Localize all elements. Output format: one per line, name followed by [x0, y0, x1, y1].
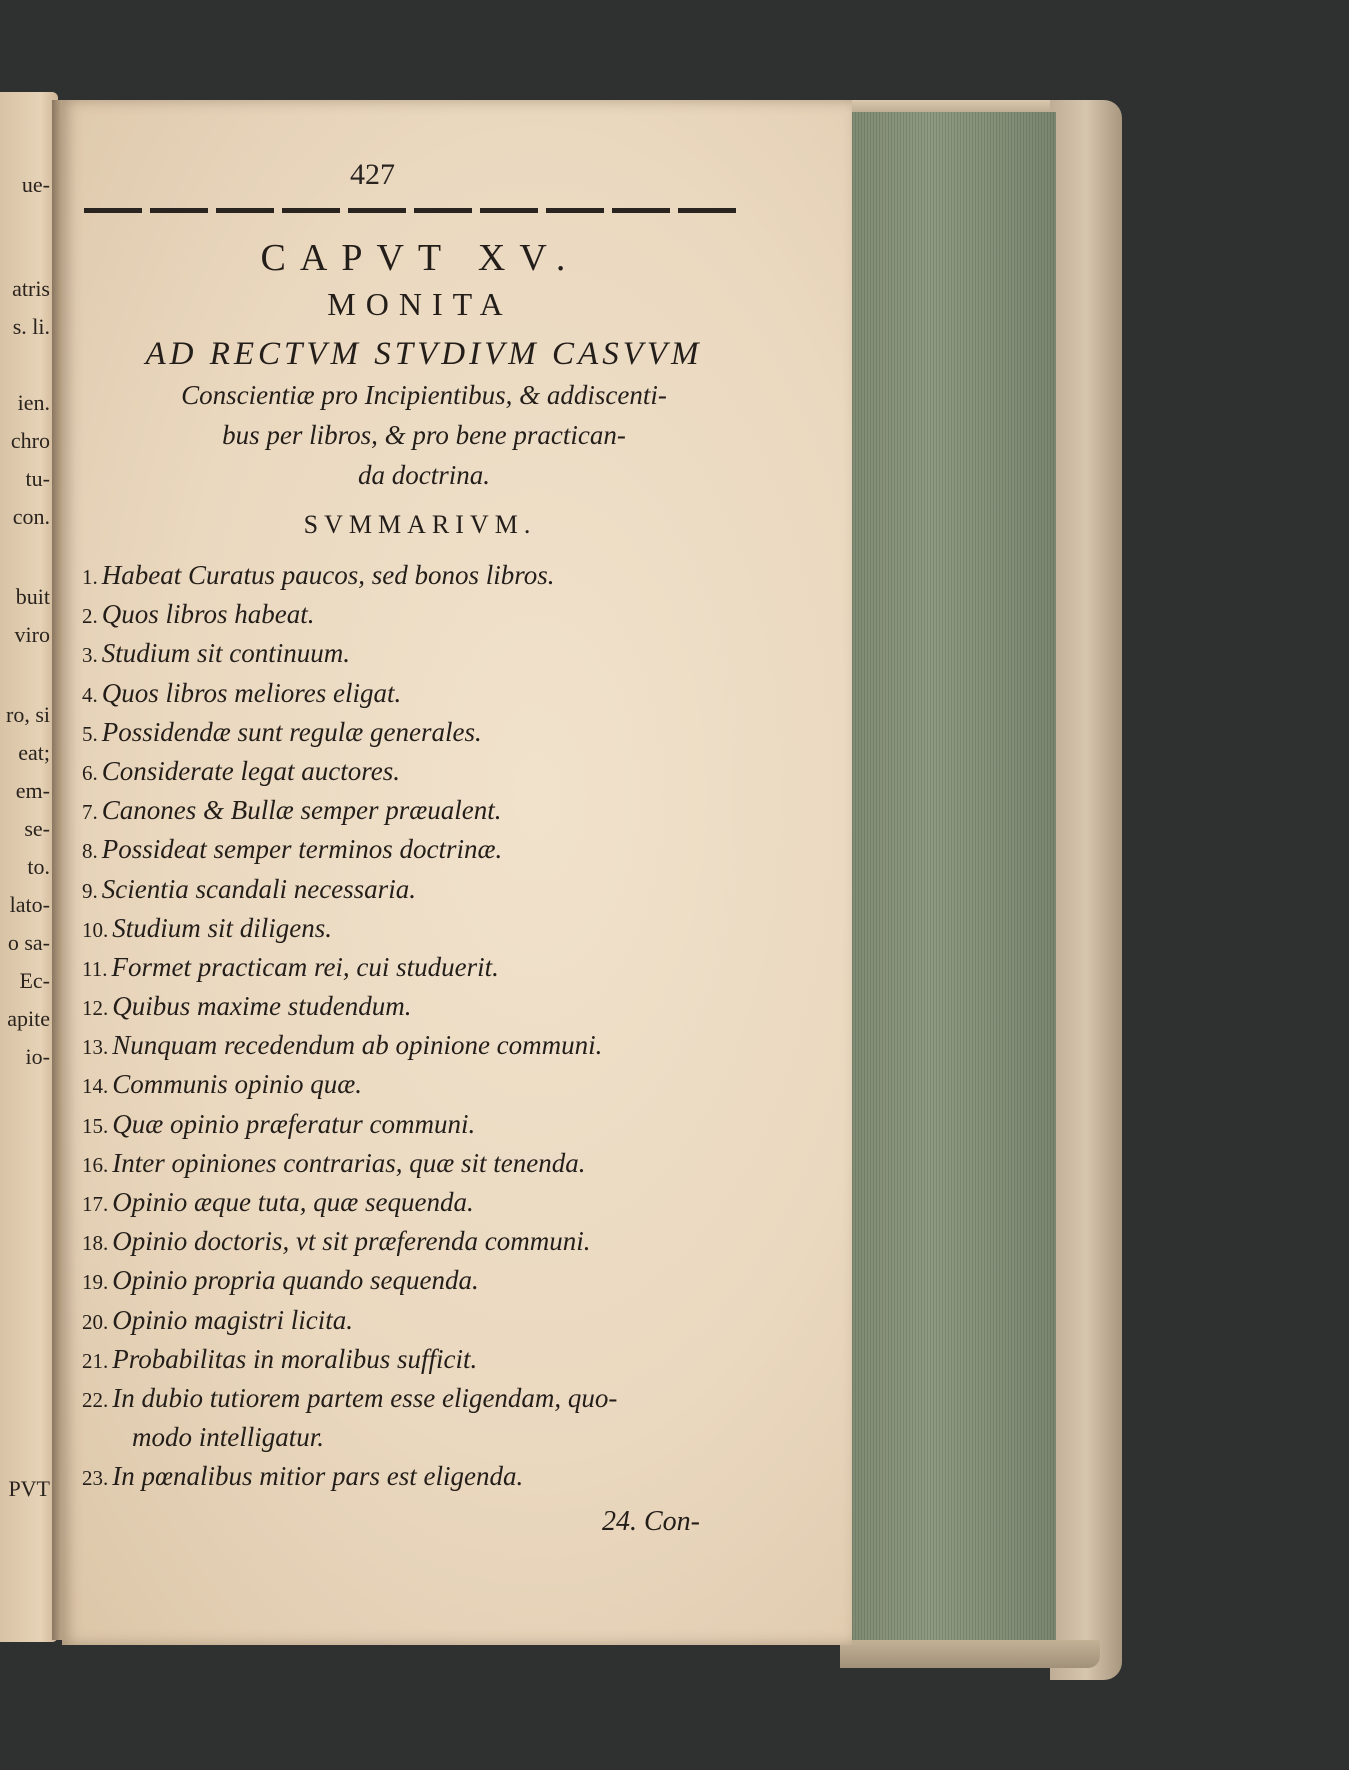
summary-item — [82, 1340, 772, 1379]
item-number: 23. — [82, 1466, 109, 1491]
item-number: 17. — [82, 1192, 109, 1216]
item-text: In dubio tutiorem partem esse eligendam, quo- — [112, 1382, 618, 1413]
item-text: Canones & Bullæ semper præualent. — [101, 795, 502, 826]
summary-item — [82, 1065, 772, 1104]
item-number: 18. — [82, 1231, 109, 1256]
page-edges — [846, 112, 1056, 1652]
item-number: 2. — [82, 604, 98, 629]
section-title: MONITA — [327, 286, 513, 322]
summary-item — [82, 791, 772, 830]
item-text: Quæ opinio præferatur communi. — [112, 1108, 476, 1139]
item-text: Opinio propria quando sequenda. — [112, 1265, 479, 1296]
item-number: 10. — [82, 917, 109, 942]
summary-item — [82, 1261, 772, 1300]
binding-cover — [1050, 100, 1122, 1680]
item-text: Quos libros meliores eligat. — [101, 677, 402, 708]
left-fragment: to. — [27, 854, 50, 879]
item-text: Communis opinio quæ. — [112, 1069, 363, 1100]
summary-item — [82, 1183, 772, 1222]
summary-item — [82, 870, 772, 909]
item-text: Possidendæ sunt regulæ generales. — [101, 716, 482, 747]
item-number: 7. — [82, 800, 98, 825]
item-number: 8. — [82, 839, 98, 864]
item-text: Quos libros habeat. — [101, 599, 315, 630]
left-fragment: o sa- — [7, 930, 50, 955]
left-fragment: se- — [24, 816, 50, 841]
summary-item — [82, 1457, 772, 1496]
left-fragment: PVT — [8, 1476, 50, 1501]
item-text: Inter opiniones contrarias, quæ sit tenenda. — [112, 1147, 586, 1178]
page-number: 427 — [350, 158, 395, 191]
summary-item — [82, 1418, 772, 1457]
item-number: 11. — [82, 956, 108, 981]
item-text: Formet practicam rei, cui studuerit. — [111, 951, 499, 982]
summary-item — [82, 595, 772, 634]
left-fragment: lato- — [9, 892, 50, 917]
left-fragment: viro — [14, 622, 50, 647]
summary-item — [82, 1222, 772, 1261]
left-fragment: atris — [12, 276, 50, 301]
summary-title: SVMMARIVM. — [303, 510, 537, 539]
item-number: 1. — [82, 565, 98, 589]
item-text: Studium sit continuum. — [101, 638, 350, 669]
summary-list — [82, 556, 772, 1497]
item-text: Scientia scandali necessaria. — [101, 873, 416, 904]
item-text: Opinio magistri licita. — [112, 1304, 354, 1335]
item-number: 12. — [82, 996, 109, 1021]
heading-line: da doctrina. — [358, 460, 490, 490]
left-fragment: con. — [12, 504, 50, 529]
item-text: Studium sit diligens. — [112, 912, 333, 943]
item-number: 13. — [82, 1035, 109, 1060]
item-number: 16. — [82, 1152, 109, 1177]
left-fragment: apite — [7, 1006, 50, 1031]
item-number: 3. — [82, 643, 98, 668]
summary-item — [82, 674, 772, 713]
left-fragment: tu- — [25, 466, 50, 491]
summary-item — [82, 752, 772, 791]
item-text: modo intelligatur. — [132, 1422, 325, 1453]
summary-item — [82, 1105, 772, 1144]
left-page-fragment — [0, 92, 58, 1642]
item-number: 21. — [82, 1348, 109, 1373]
item-text: Possideat semper terminos doctrinæ. — [101, 834, 503, 865]
summary-item — [82, 1301, 772, 1340]
summary-item — [82, 556, 772, 595]
heading-line: Conscientiæ pro Incipientibus, & addiscenti- — [181, 380, 667, 410]
item-number: 20. — [82, 1309, 109, 1334]
page-edge-bottom — [840, 1640, 1100, 1668]
left-fragment: Ec- — [19, 968, 50, 993]
summary-item — [82, 713, 772, 752]
chapter-title: CAPVT XV. — [260, 237, 580, 279]
left-fragment: ro, si — [6, 702, 50, 727]
header-rule — [84, 208, 744, 213]
heading-line: bus per libros, & pro bene practican- — [222, 420, 626, 450]
summary-item — [82, 1026, 772, 1065]
item-number: 22. — [82, 1387, 109, 1412]
catchword: 24. Con- — [602, 1506, 700, 1537]
summary-item — [82, 1144, 772, 1183]
left-fragment: ue- — [21, 172, 50, 197]
left-fragment: ien. — [17, 390, 50, 415]
item-text: Nunquam recedendum ab opinione communi. — [112, 1030, 603, 1061]
item-text: Opinio doctoris, vt sit præferenda communi. — [112, 1226, 591, 1257]
left-fragment: io- — [25, 1044, 50, 1069]
item-text: Habeat Curatus paucos, sed bonos libros. — [101, 560, 555, 590]
summary-item — [82, 830, 772, 869]
item-text: Opinio æque tuta, quæ sequenda. — [112, 1187, 474, 1217]
left-fragment: buit — [15, 584, 50, 609]
summary-item — [82, 1379, 772, 1418]
summary-item — [82, 948, 772, 987]
summary-item — [82, 634, 772, 673]
left-fragment: s. li. — [12, 314, 50, 339]
item-number: 14. — [82, 1074, 109, 1099]
item-number: 6. — [82, 760, 98, 785]
left-fragment: eat; — [18, 740, 50, 765]
item-text: Probabilitas in moralibus sufficit. — [112, 1343, 478, 1374]
item-number: 4. — [82, 682, 98, 707]
item-number: 5. — [82, 721, 98, 746]
summary-item — [82, 987, 772, 1026]
item-number: 19. — [82, 1270, 109, 1295]
item-number: 9. — [82, 878, 98, 903]
item-number: 15. — [82, 1113, 109, 1138]
item-text: In pœnalibus mitior pars est eligenda. — [112, 1461, 524, 1492]
left-fragment: em- — [15, 778, 50, 803]
item-text: Quibus maxime studendum. — [112, 991, 412, 1022]
summary-item — [82, 909, 772, 948]
heading-line: AD RECTVM STVDIVM CASVVM — [145, 336, 703, 372]
left-fragment: chro — [10, 428, 50, 453]
item-text: Considerate legat auctores. — [101, 755, 400, 786]
